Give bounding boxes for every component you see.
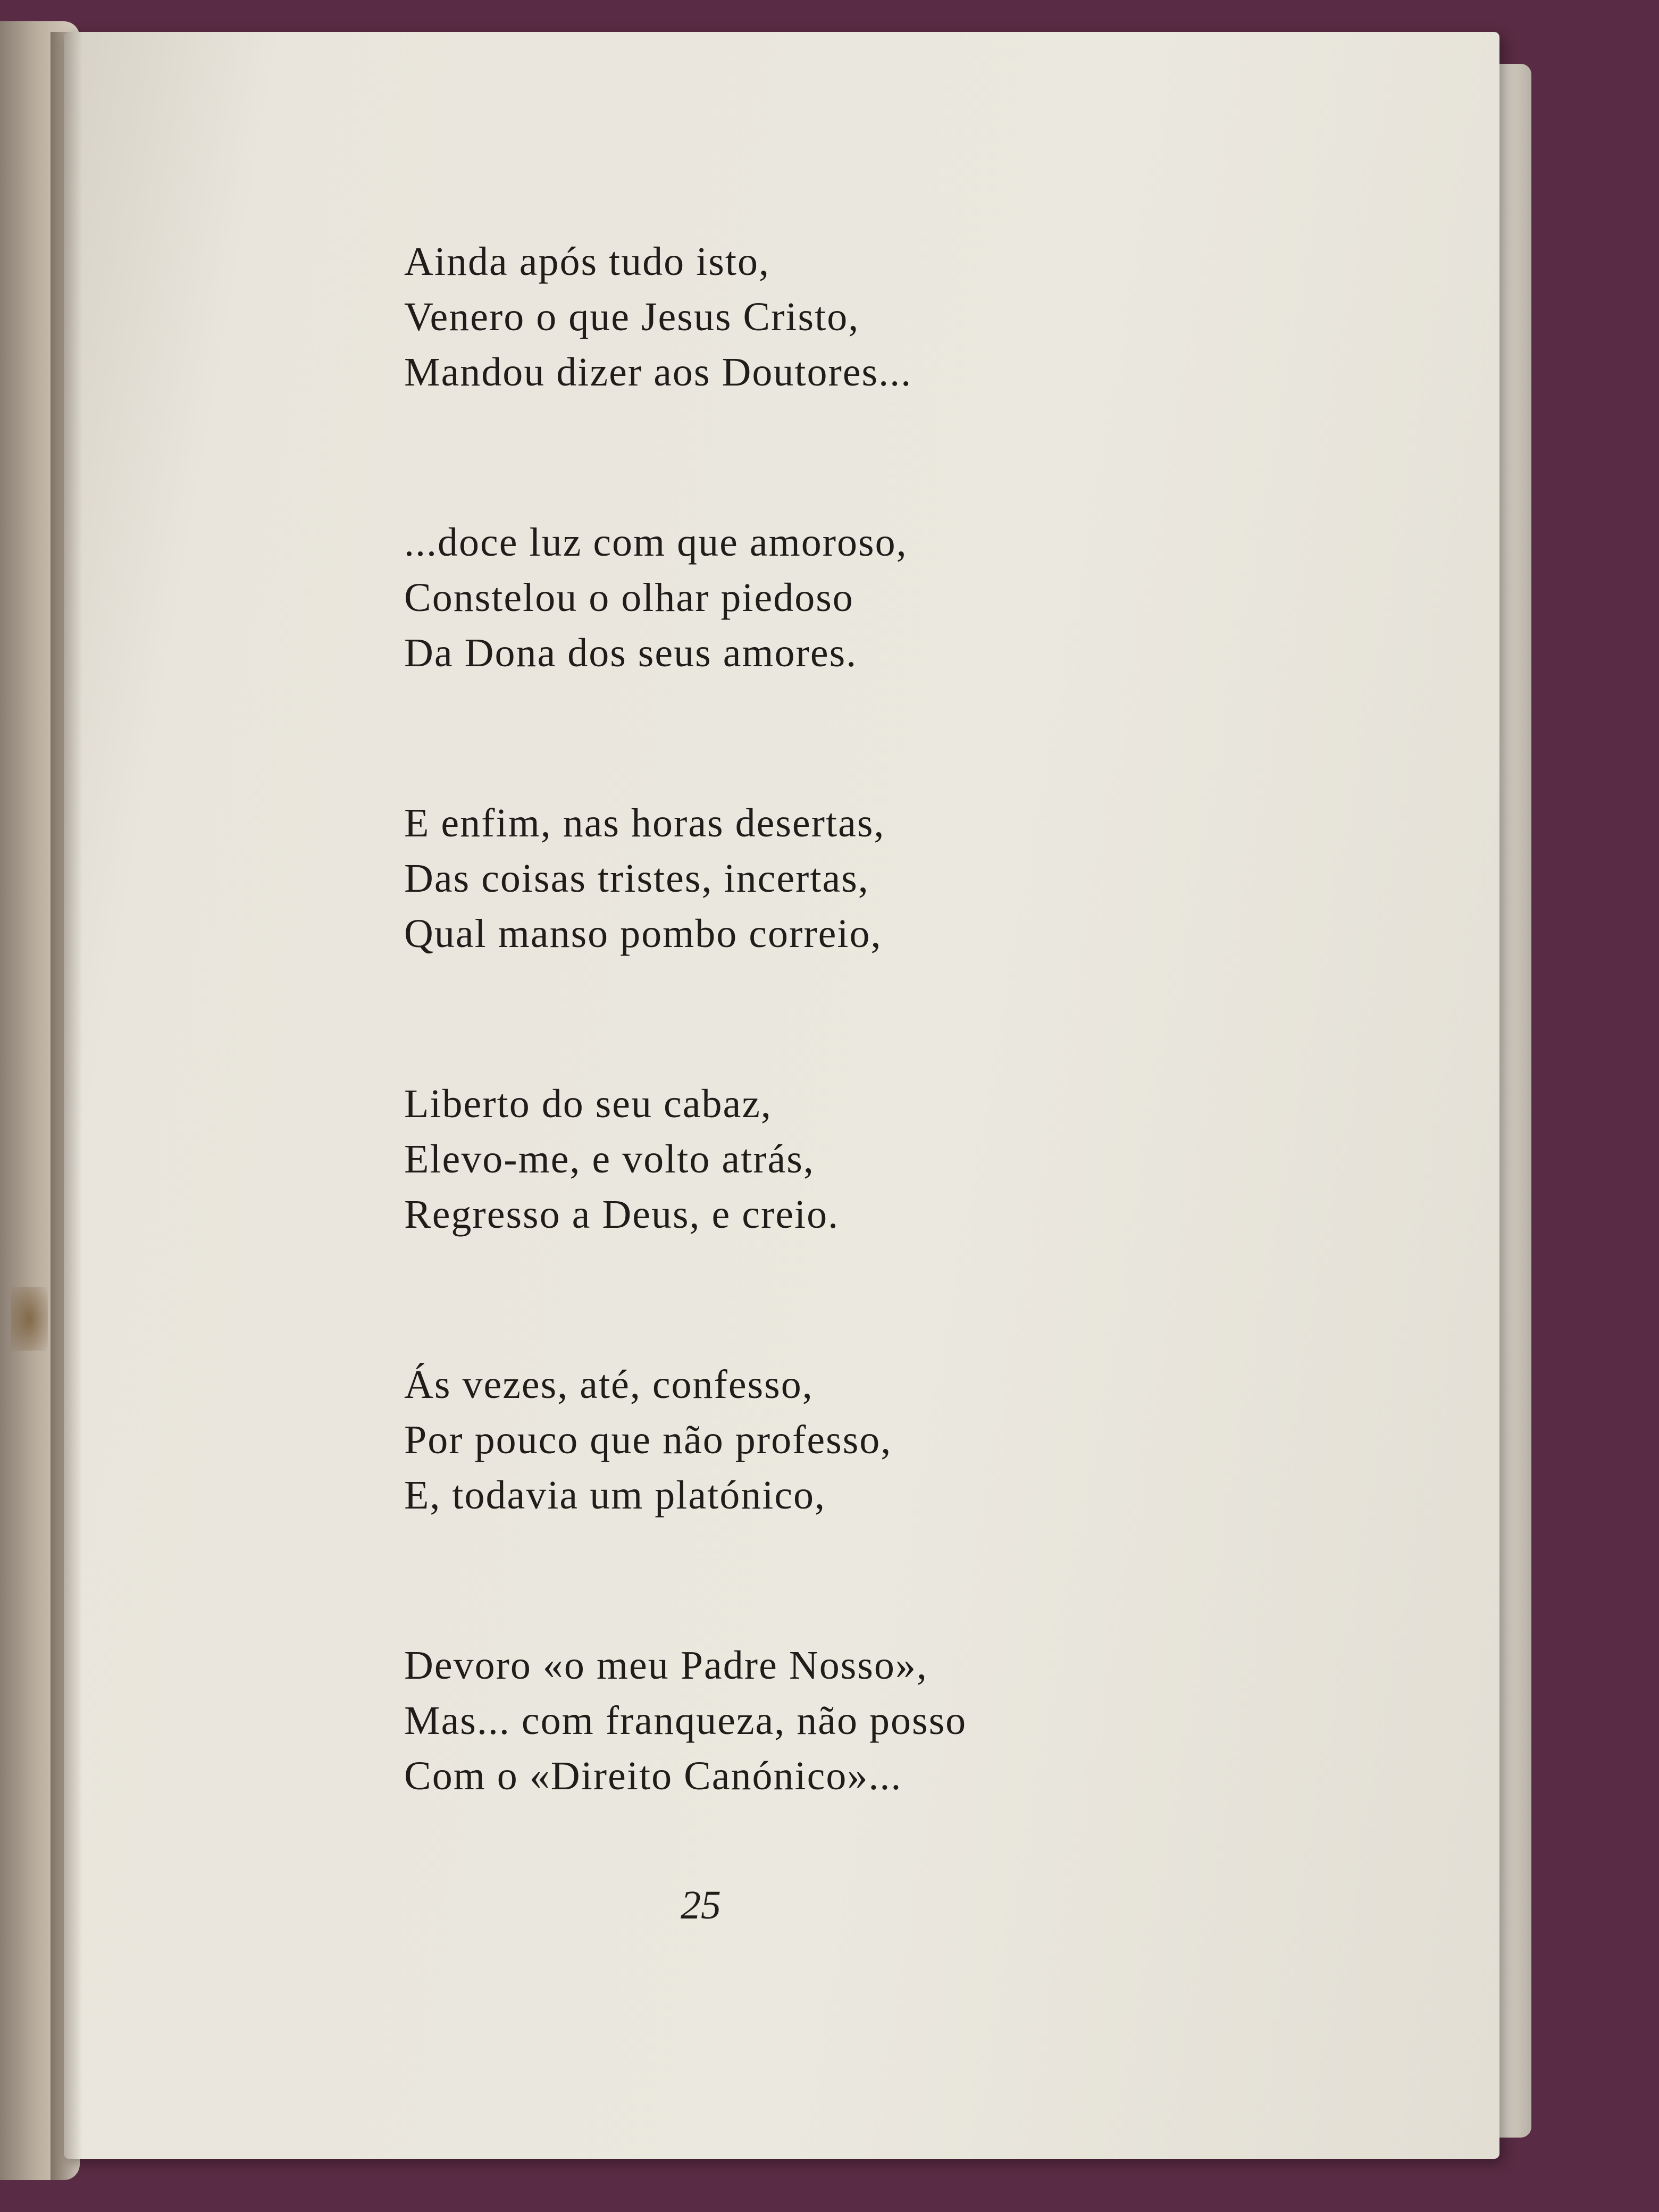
poem-line: Por pouco que não professo, <box>404 1418 892 1462</box>
poem-line: Elevo-me, e volto atrás, <box>404 1137 815 1182</box>
spine-shadow <box>51 32 82 2180</box>
poem-line: Mas... com franqueza, não posso <box>404 1698 967 1743</box>
page-number: 25 <box>681 1883 721 1928</box>
poem-line: Venero o que Jesus Cristo, <box>404 295 860 339</box>
poem-line: Regresso a Deus, e creio. <box>404 1192 840 1237</box>
poem-line: ...doce luz com que amoroso, <box>404 520 908 565</box>
poem-line: E enfim, nas horas desertas, <box>404 801 885 845</box>
poem-line: Com o «Direito Canónico»... <box>404 1754 902 1798</box>
poem <box>404 234 1308 1804</box>
poem-line: Liberto do seu cabaz, <box>404 1082 772 1126</box>
stanza-4 <box>404 1076 1308 1242</box>
poem-line: Mandou dizer aos Doutores... <box>404 350 912 395</box>
stanza-6 <box>404 1638 1308 1804</box>
stanza-3 <box>404 795 1308 961</box>
poem-line: Qual manso pombo correio, <box>404 911 882 956</box>
stanza-2 <box>404 515 1308 681</box>
page-stain <box>11 1287 48 1351</box>
poem-line: Devoro «o meu Padre Nosso», <box>404 1643 928 1688</box>
poem-line: Ás vezes, até, confesso, <box>404 1362 814 1407</box>
poem-line: Constelou o olhar piedoso <box>404 575 854 620</box>
poem-line: E, todavia um platónico, <box>404 1473 826 1518</box>
book-page <box>64 32 1499 2159</box>
poem-line: Ainda após tudo isto, <box>404 239 770 284</box>
poem-line: Da Dona dos seus amores. <box>404 631 858 675</box>
stanza-1 <box>404 234 1308 400</box>
poem-line: Das coisas tristes, incertas, <box>404 856 869 901</box>
stanza-5 <box>404 1357 1308 1523</box>
